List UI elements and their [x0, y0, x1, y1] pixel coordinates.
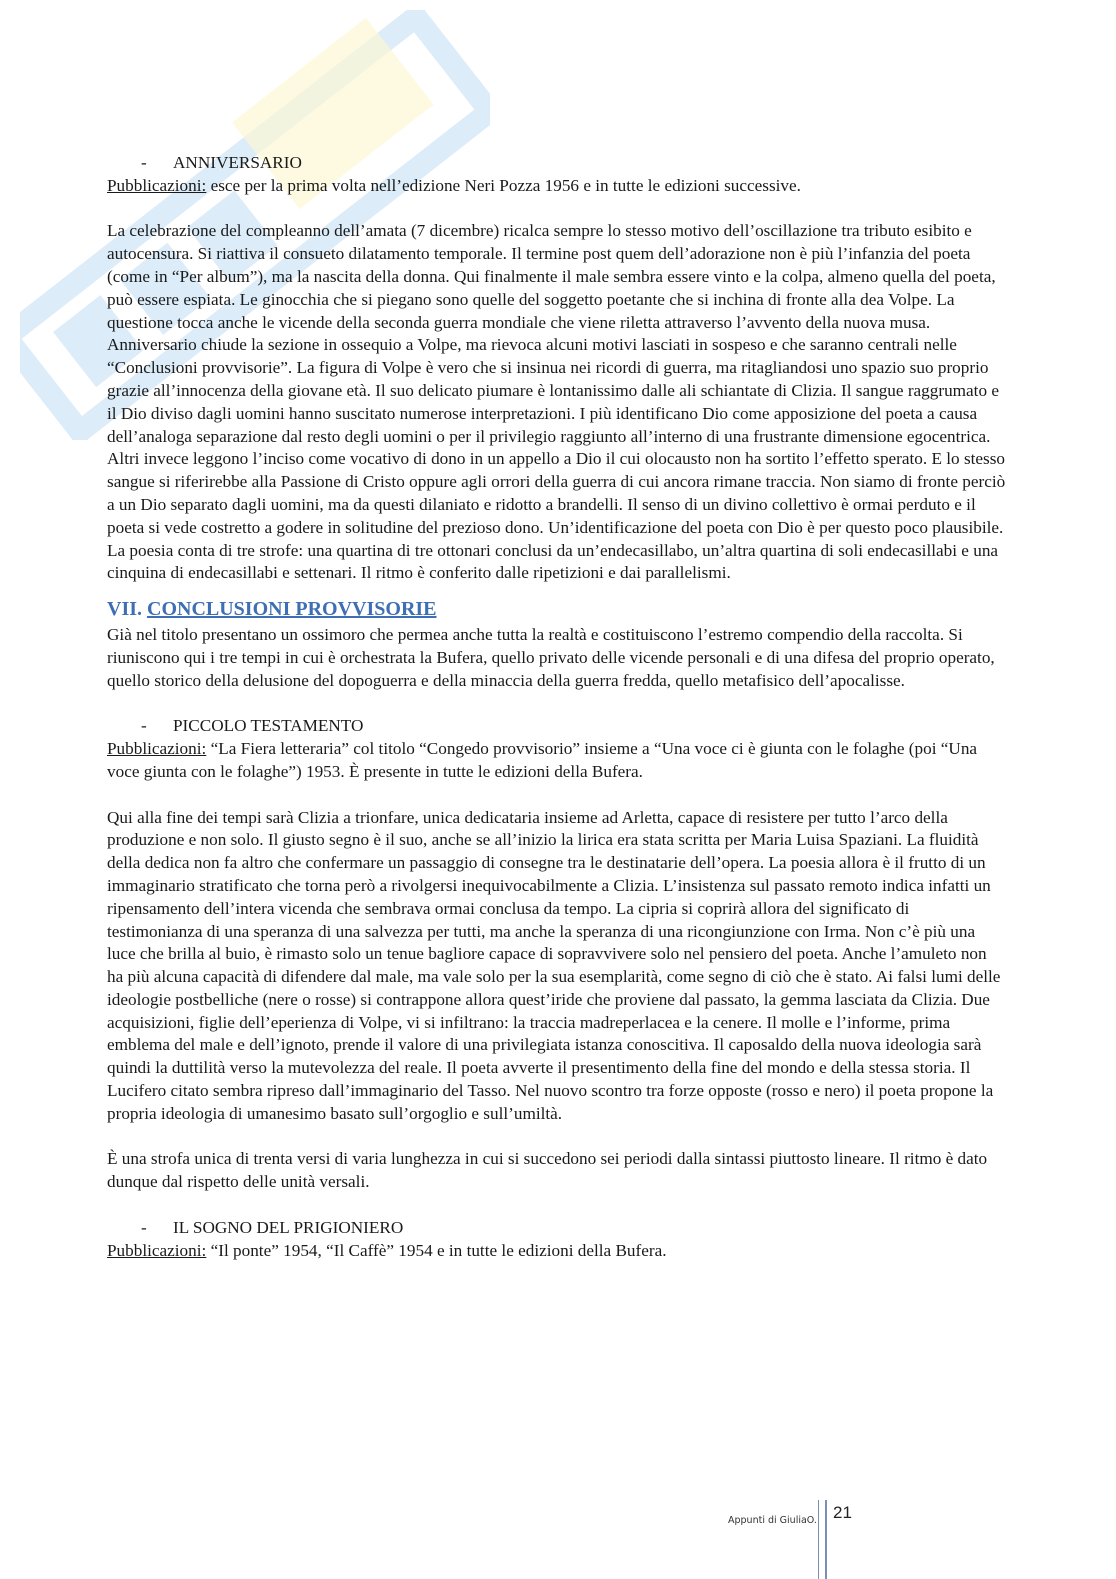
- heading-text: ANNIVERSARIO: [173, 153, 302, 172]
- publications-line: [107, 738, 1007, 784]
- bullet-dash: -: [141, 153, 147, 172]
- publications-line: [107, 1240, 1007, 1263]
- bullet-dash: -: [141, 716, 147, 736]
- page-number: 21: [833, 1503, 852, 1522]
- footer-divider: [818, 1500, 827, 1579]
- section-anniversario: [107, 152, 1007, 585]
- publications-text: “Il ponte” 1954, “Il Caffè” 1954 e in tutte le edizioni della Bufera.: [206, 1240, 667, 1260]
- footer-author: Appunti di GiuliaO.: [728, 1515, 817, 1526]
- publications-text: “La Fiera letteraria” col titolo “Congedo provvisorio” insieme a “Una voce ci è giunta con le folaghe (poi “Una voce giunta con le folaghe”) 1953. È presente in tutte le edizioni della Bufera.: [107, 739, 978, 781]
- publications-text: esce per la prima volta nell’edizione Neri Pozza 1956 e in tutte le edizioni successive.: [206, 175, 801, 195]
- publications-label: Pubblicazioni:: [107, 1240, 207, 1260]
- heading-sogno-prigioniero: [107, 1217, 1007, 1240]
- heading-piccolo-testamento: [107, 715, 1007, 738]
- paragraph: Qui alla fine dei tempi sarà Clizia a trionfare, unica dedicataria insieme ad Arletta, capace di resistere per tutto l’arco della produzione e non solo. Il giusto segno è il suo, anche se all’inizio la lirica era stata scritta per Maria Luisa Spaziani. La fluidità della dedica non fa altro che confermare un passaggio di consegne tra le destinatarie dell’opera. La poesia allora è il frutto di un immaginario stratificato che torna però a rivolgersi inequivocabilmente a Clizia. L’insistenza sul passato remoto indica infatti un ripensamento dell’intera vicenda che sembrava ormai conclusa da tempo. La cipria si coprirà allora del significato di testimonianza di una speranza di una salvezza per tutti, ma anche la speranza di una ricongiunzione con Irma. Non c’è più una luce che brilla al buio, è rimasto solo un tenue bagliore capace di sopravvivere solo nel pensiero del poeta. Anche l’amuleto non ha più alcuna capacità di difendere dal male, ma vale solo per la sua esemplarità, come segno di ciò che è stato. Ai falsi lumi delle ideologie postbelliche (nere o rosse) si contrappone allora quest’iride che proviene dal passato, la gemma lasciata da Clizia. Due acquisizioni, figlie dell’eperienza di Volpe, vi si infiltrano: la traccia madreperlacea e la cenere. Il molle e l’informe, prima emblema del male e dell’ignoto, prende il valore di una privilegiata istanza conoscitiva. Il caposaldo della nuova ideologia sarà quindi la duttilità verso la mutevolezza del reale. Il poeta avverte il presentimento della fine del mondo e della stessa storia. Il Lucifero citato sembra ripreso dall’immaginario del Tasso. Nel nuovo scontro tra forze opposte (rosso e nero) il poeta propone la propria ideologia di umanesimo basato sull’orgoglio e sull’umiltà.: [107, 807, 1001, 1123]
- publications-label: Pubblicazioni:: [107, 739, 207, 759]
- publications-line: [107, 175, 1007, 198]
- heading-anniversario: [107, 152, 1007, 175]
- section-piccolo-testamento: [107, 715, 1007, 1217]
- paragraph: È una strofa unica di trenta versi di varia lunghezza in cui si succedono sei periodi dalla sintassi piuttosto lineare. Il ritmo è dato dunque dal rispetto delle unità versali.: [107, 1149, 988, 1192]
- section-title-conclusioni: [107, 596, 1007, 622]
- bullet-dash: -: [141, 1217, 147, 1237]
- section-number: VII.: [107, 598, 148, 621]
- publications-label: Pubblicazioni:: [107, 175, 207, 195]
- heading-text: IL SOGNO DEL PRIGIONIERO: [173, 1217, 404, 1237]
- heading-text: PICCOLO TESTAMENTO: [173, 716, 364, 736]
- paragraph: La poesia conta di tre strofe: una quartina di tre ottonari conclusi da un’endecasillabo, un’altra quartina di soli endecasillabi e una cinquina di endecasillabi e settenari. Il ritmo è conferito dalle ripetizioni e dai parallelismi.: [107, 540, 999, 583]
- section-intro: Già nel titolo presentano un ossimoro che permea anche tutta la realtà e costituiscono l’estremo compendio della raccolta. Si riuniscono qui i tre tempi in cui è orchestrata la Bufera, quello privato delle vicende personali e di una difesa del proprio operato, quello storico della delusione del dopoguerra e della minaccia della guerra fredda, quello metafisico dell’apocalisse.: [107, 625, 995, 690]
- section-sogno-prigioniero: [107, 1217, 1007, 1263]
- document-body: [107, 152, 1007, 1262]
- paragraph: La celebrazione del compleanno dell’amata (7 dicembre) ricalca sempre lo stesso motivo dell’oscillazione tra tributo esibito e autocensura. Si riattiva il consueto dilatamento temporale. Il termine post quem dell’adorazione non è più l’infanzia del poeta (come in “Per album”), ma la nascita della donna. Qui finalmente il male sembra essere vinto e la colpa, almeno quella del poeta, può essere espiata. Le ginocchia che si piegano sono quelle del soggetto poetante che si inchina di fronte alla dea Volpe. La questione tocca anche le vicende della seconda guerra mondiale che viene riletta attraverso l’avvento della nuova musa. Anniversario chiude la sezione in ossequio a Volpe, ma rievoca alcuni motivi lasciati in sospeso e che saranno centrali nelle “Conclusioni provvisorie”. La figura di Volpe è vero che si insinua nei ricordi di guerra, ma ritagliandosi uno spazio suo proprio grazie all’innocenza della giovane età. Il suo delicato piumare è lontanissimo dalle ali schiantate di Clizia. Il sangue raggrumato e il Dio diviso dagli uomini hanno suscitato numerose interpretazioni. I più identificano Dio come apposizione del poeta a causa dell’analoga separazione dal resto degli uomini o per il privilegio raggiunto all’interno di una frustrante dimensione egocentrica. Altri invece leggono l’inciso come vocativo di dono in un appello a Dio il cui olocausto non ha sortito l’effetto sperato. E lo stesso sangue si riferirebbe alla Passione di Cristo oppure agli orrori della guerra di cui ancora rimane traccia. Non siamo di fronte perciò a un Dio separato dagli uomini, ma da questi dilaniato e ridotto a brandelli. Il senso di un divino collettivo è ormai perduto e il poeta si vede costretto a godere in solitudine del prezioso dono. Un’identificazione del poeta con Dio è per questo poco plausibile.: [107, 221, 1006, 537]
- section-title-link[interactable]: CONCLUSIONI PROVVISORIE: [147, 598, 437, 621]
